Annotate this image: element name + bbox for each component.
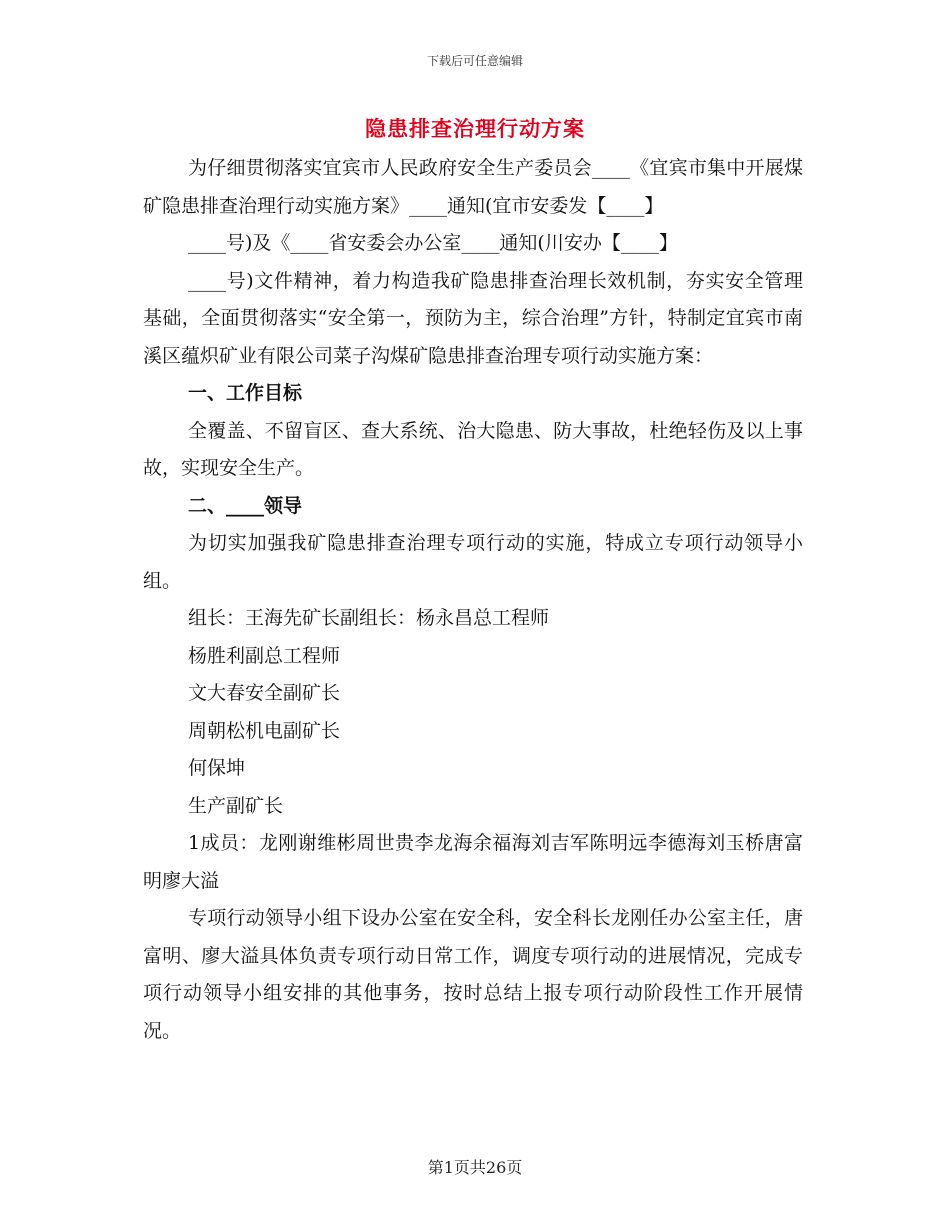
intro-paragraph-2: ____号)及《____省安委会办公室____通知(川安办【____】 <box>188 232 678 254</box>
leader-line: 组长：王海先矿长副组长：杨永昌总工程师 <box>188 607 550 629</box>
intro-paragraph-3: ____号)文件精神，着力构造我矿隐患排查治理长效机制，夯实安全管理基础，全面贯彻落实“安全第一，预防为主，综合治理”方针，特制定宜宾市南溪区蕴炽矿业有限公司菜子沟煤矿隐患排查治理专项行动实施方案： <box>143 269 803 367</box>
office-paragraph: 专项行动领导小组下设办公室在安全科，安全科长龙刚任办公室主任，唐富明、廖大溢具体负责专项行动日常工作，调度专项行动的进展情况，完成专项行动领导小组安排的其他事务，按时总结上报专项行动阶段性工作开展情况。 <box>143 907 803 1042</box>
deputy-line-3: 周朝松机电副矿长 <box>188 719 341 742</box>
page-indicator: 第1页共26页 <box>427 1158 523 1177</box>
section-heading-goals: 一、工作目标 <box>188 382 303 404</box>
section-heading-leadership: 二、____领导 <box>188 494 303 517</box>
deputy-line-2: 文大春安全副矿长 <box>188 682 341 704</box>
section-leadership-body: 为切实加强我矿隐患排查治理专项行动的实施，特成立专项行动领导小组。 <box>143 532 803 592</box>
deputy-line-1: 杨胜利副总工程师 <box>188 644 341 667</box>
section-goals-body: 全覆盖、不留盲区、查大系统、治大隐患、防大事故，杜绝轻伤及以上事故，实现安全生产。 <box>143 419 803 479</box>
header-note: 下载后可任意编辑 <box>426 54 523 68</box>
intro-paragraph-1: 为仔细贯彻落实宜宾市人民政府安全生产委员会____《宜宾市集中开展煤矿隐患排查治理行动实施方案》____通知(宜市安委发【____】 <box>143 157 803 217</box>
deputy-line-5: 生产副矿长 <box>188 794 284 817</box>
document-body <box>143 150 803 1050</box>
deputy-line-4: 何保坤 <box>188 757 246 779</box>
document-title: 隐患排查治理行动方案 <box>365 117 585 141</box>
members-paragraph: 1成员：龙刚谢维彬周世贵李龙海余福海刘吉军陈明远李德海刘玉桥唐富明廖大溢 <box>143 832 803 892</box>
